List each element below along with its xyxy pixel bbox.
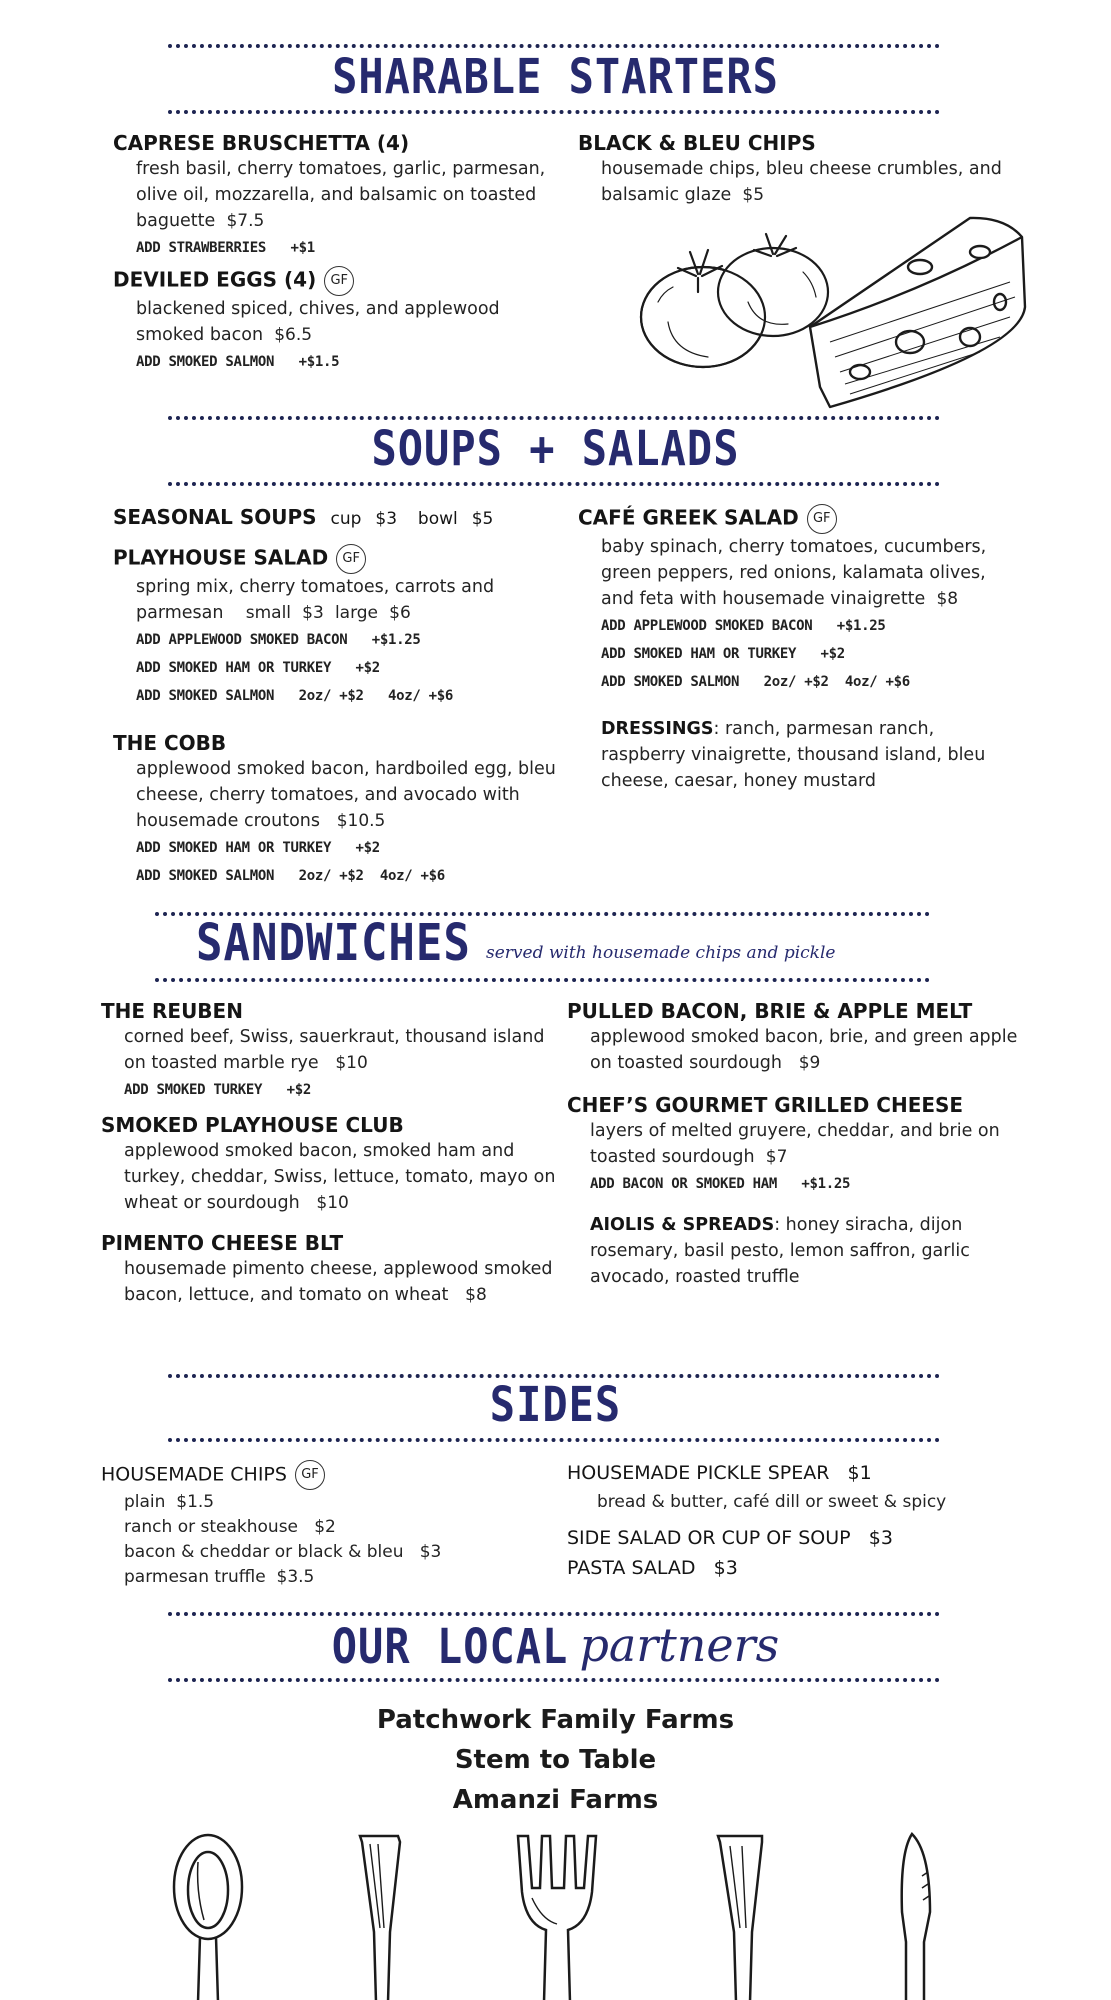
item-name: SEASONAL SOUPS cup $3 bowl $5 [113, 505, 494, 529]
partner-name: Patchwork Family Farms [376, 1705, 735, 1735]
gluten-free-badge: GF [295, 1460, 325, 1490]
item-addon: ADD STRAWBERRIES +$1 [136, 240, 315, 256]
item-description: housemade pimento cheese, applewood smoked bacon, lettuce, and tomato on wheat $8 [124, 1259, 553, 1305]
item-price: $8 [936, 589, 959, 609]
item-price: $10.5 [336, 811, 386, 831]
item-name: THE COBB [113, 731, 227, 755]
sides-heading: SIDES [489, 1376, 622, 1433]
item-name: PASTA SALAD $3 [567, 1557, 738, 1579]
side-option: parmesan truffle $3.5 [124, 1567, 315, 1587]
divider-dots [168, 1612, 940, 1616]
starters-right-column [578, 130, 1018, 208]
item-addon: ADD SMOKED SALMON +$1.5 [136, 354, 340, 370]
item-description: baby spinach, cherry tomatoes, cucumbers, green peppers, red onions, kalamata olives, and feta with housemade vinaigrette $8 [601, 537, 987, 609]
item-description: fresh basil, cherry tomatoes, garlic, parmesan, olive oil, mozzarella, and balsamic on toasted baguette $7.5 [136, 159, 546, 231]
divider-dots [168, 110, 940, 114]
item-name: THE REUBEN [101, 999, 243, 1023]
item-addon: ADD SMOKED SALMON 2oz/ +$2 4oz/ +$6 [136, 868, 445, 884]
item-name: SIDE SALAD OR CUP OF SOUP $3 [567, 1527, 893, 1549]
gluten-free-badge: GF [807, 504, 837, 534]
item-addon: ADD SMOKED HAM OR TURKEY +$2 [136, 660, 380, 676]
item-addon: ADD SMOKED TURKEY +$2 [124, 1082, 311, 1098]
section-heading-sandwiches [196, 914, 1096, 973]
divider-dots [168, 482, 940, 486]
cheese-wedge-illustration [800, 212, 1030, 412]
item-price: $10 [316, 1193, 349, 1213]
item-addon: ADD APPLEWOOD SMOKED BACON +$1.25 [601, 618, 886, 634]
section-heading-partners [0, 1618, 1111, 1675]
partner-name: Amanzi Farms [452, 1785, 659, 1815]
section-heading-starters [0, 48, 1111, 105]
dressings-list: DRESSINGS: ranch, parmesan ranch, raspberry vinaigrette, thousand island, bleu cheese, caesar, honey mustard [601, 719, 986, 791]
item-description: applewood smoked bacon, hardboiled egg, bleu cheese, cherry tomatoes, and avocado with housemade croutons $10.5 [136, 759, 556, 831]
side-option: plain $1.5 [124, 1492, 215, 1512]
sides-left-column [101, 1460, 561, 1590]
item-addon: ADD SMOKED HAM OR TURKEY +$2 [136, 840, 380, 856]
item-name: HOUSEMADE CHIPS GF [101, 1460, 561, 1490]
spatula-illustration [352, 1832, 412, 2000]
item-name: PULLED BACON, BRIE & APPLE MELT [567, 999, 973, 1023]
item-price: $7.5 [226, 211, 265, 231]
sandwiches-heading: SANDWICHES [196, 914, 471, 973]
aiolis-list: AIOLIS & SPREADS: honey siracha, dijon rosemary, basil pesto, lemon saffron, garlic avocado, roasted truffle [590, 1215, 970, 1287]
gluten-free-badge: GF [324, 266, 354, 296]
item-name: BLACK & BLEU CHIPS [578, 131, 816, 155]
starters-heading: SHARABLE STARTERS [332, 48, 779, 105]
item-price: $5 [742, 185, 765, 205]
item-name: SMOKED PLAYHOUSE CLUB [101, 1113, 404, 1137]
soups-left-column [113, 504, 583, 890]
item-addon: ADD SMOKED HAM OR TURKEY +$2 [601, 646, 845, 662]
partners-list [0, 1700, 1111, 1820]
item-name: PLAYHOUSE SALAD GF [113, 544, 583, 574]
sandwiches-note: served with housemade chips and pickle [486, 943, 836, 963]
item-description: corned beef, Swiss, sauerkraut, thousand island on toasted marble rye $10 [124, 1027, 545, 1073]
item-description: blackened spiced, chives, and applewood smoked bacon $6.5 [136, 299, 500, 345]
item-addon: ADD BACON OR SMOKED HAM +$1.25 [590, 1176, 851, 1192]
knife-illustration [890, 1832, 940, 2000]
item-addon: ADD APPLEWOOD SMOKED BACON +$1.25 [136, 632, 421, 648]
soups-right-column [578, 504, 1018, 794]
item-name: PIMENTO CHEESE BLT [101, 1231, 344, 1255]
item-name: CAFÉ GREEK SALAD GF [578, 504, 1018, 534]
divider-dots [168, 1678, 940, 1682]
divider-dots [168, 1438, 940, 1442]
partner-name: Stem to Table [454, 1745, 657, 1775]
item-name: CHEF’S GOURMET GRILLED CHEESE [567, 1093, 964, 1117]
section-heading-soups [0, 420, 1111, 477]
fork-illustration [512, 1832, 602, 2000]
section-heading-sides [0, 1376, 1111, 1433]
sandwiches-left-column [101, 998, 561, 1308]
item-price: $6.5 [274, 325, 313, 345]
item-description: housemade chips, bleu cheese crumbles, and balsamic glaze $5 [601, 159, 1002, 205]
side-option: ranch or steakhouse $2 [124, 1517, 336, 1537]
item-description: applewood smoked bacon, brie, and green apple on toasted sourdough $9 [590, 1027, 1018, 1073]
item-price: $7 [765, 1147, 788, 1167]
starters-left-column [113, 130, 553, 376]
item-addon: ADD SMOKED SALMON 2oz/ +$2 4oz/ +$6 [136, 688, 454, 704]
soups-heading: SOUPS + SALADS [371, 420, 740, 477]
gluten-free-badge: GF [336, 544, 366, 574]
item-name: DEVILED EGGS (4) GF [113, 266, 553, 296]
spatula-illustration [712, 1832, 772, 2000]
partners-heading-script: partners [579, 1618, 780, 1672]
spoon-illustration [168, 1832, 248, 2000]
item-description: applewood smoked bacon, smoked ham and turkey, cheddar, Swiss, lettuce, tomato, mayo on wheat or sourdough $10 [124, 1141, 556, 1213]
sides-right-column [567, 1460, 1027, 1581]
item-addon: ADD SMOKED SALMON 2oz/ +$2 4oz/ +$6 [601, 674, 910, 690]
item-price: $10 [335, 1053, 368, 1073]
side-option: bacon & cheddar or black & bleu $3 [124, 1542, 442, 1562]
divider-dots [155, 978, 930, 982]
item-name: HOUSEMADE PICKLE SPEAR $1 [567, 1462, 872, 1484]
sandwiches-right-column [567, 998, 1027, 1290]
item-description: spring mix, cherry tomatoes, carrots and parmesan small $3 large $6 [136, 577, 495, 623]
partners-heading: OUR LOCAL [331, 1618, 569, 1675]
item-price: $9 [798, 1053, 821, 1073]
item-name: CAPRESE BRUSCHETTA (4) [113, 131, 410, 155]
item-description: layers of melted gruyere, cheddar, and brie on toasted sourdough $7 [590, 1121, 1000, 1167]
item-price: $8 [465, 1285, 487, 1305]
side-option: bread & butter, café dill or sweet & spicy [597, 1492, 947, 1512]
